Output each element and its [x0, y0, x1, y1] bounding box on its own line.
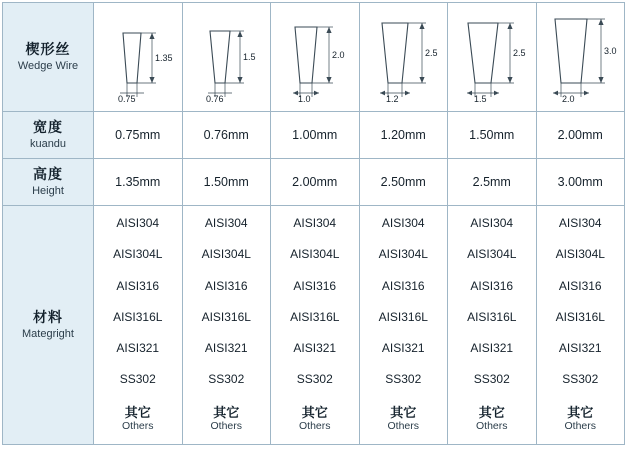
material-cell-3	[271, 206, 360, 445]
width-cell-4	[359, 112, 448, 159]
material-item: AISI304	[381, 216, 425, 230]
spec-sheet	[0, 2, 627, 450]
material-other-en: Others	[387, 420, 419, 433]
material-item: AISI316L	[290, 309, 340, 324]
row-label-material-en: Mategright	[22, 328, 74, 341]
material-item: AISI316	[293, 278, 337, 293]
width-cell-3	[271, 112, 360, 159]
row-label-height	[3, 159, 94, 206]
material-list-4	[360, 206, 448, 444]
height-cell-3	[271, 159, 360, 206]
material-item-other	[210, 405, 242, 433]
width-value-3: 1.00mm	[292, 128, 338, 142]
material-item: AISI316L	[555, 309, 605, 324]
material-item: AISI304	[558, 216, 602, 230]
material-list-2	[183, 206, 271, 444]
material-item: SS302	[296, 372, 333, 387]
width-dim-3: 1.0	[298, 94, 311, 103]
material-other-cn: 其它	[301, 404, 328, 420]
material-item: AISI316L	[467, 309, 517, 324]
wedge-drawing-4	[360, 3, 448, 111]
height-cell-1	[94, 159, 183, 206]
material-other-cn: 其它	[124, 404, 151, 420]
material-item: AISI321	[204, 341, 248, 356]
material-other-cn: 其它	[390, 404, 417, 420]
height-dim-6: 3.0	[603, 46, 617, 56]
material-item: AISI304L	[201, 247, 251, 262]
width-cell-2	[182, 112, 271, 159]
material-other-en: Others	[210, 420, 242, 433]
wedge-wire-spec-table	[2, 2, 625, 445]
material-item: AISI304	[470, 216, 514, 230]
material-other-cn: 其它	[567, 404, 594, 420]
row-label-profile	[3, 3, 94, 112]
material-item: AISI321	[558, 341, 602, 356]
material-item: AISI321	[116, 341, 160, 356]
profile-cell-2	[182, 3, 271, 112]
material-item: AISI316L	[378, 309, 428, 324]
width-dim-4: 1.2	[385, 94, 399, 103]
width-dim-2: 0.76	[206, 94, 224, 103]
row-label-width	[3, 112, 94, 159]
wedge-drawing-2	[183, 3, 271, 111]
material-item: AISI304	[293, 216, 337, 230]
material-other-en: Others	[564, 420, 596, 433]
material-other-en: Others	[475, 420, 508, 433]
material-item: AISI304L	[467, 247, 517, 262]
height-value-5: 2.5mm	[472, 175, 511, 189]
material-item: AISI316	[558, 278, 602, 293]
material-item: AISI304L	[113, 247, 163, 262]
height-value-1: 1.35mm	[115, 175, 161, 189]
wedge-drawing-3	[271, 3, 359, 111]
profile-cell-5	[448, 3, 537, 112]
width-value-1: 0.75mm	[115, 128, 161, 142]
material-other-cn: 其它	[478, 404, 505, 420]
row-label-profile-cn: 楔形丝	[25, 41, 71, 58]
material-item-other	[299, 405, 331, 433]
height-cell-6	[536, 159, 625, 206]
material-item: AISI316	[116, 278, 160, 293]
profile-cell-4	[359, 3, 448, 112]
height-value-2: 1.50mm	[203, 175, 249, 189]
height-cell-5	[448, 159, 537, 206]
row-label-profile-en: Wedge Wire	[17, 60, 79, 73]
width-value-4: 1.20mm	[380, 128, 426, 142]
height-dim-1: 1.35	[154, 53, 173, 63]
material-item: AISI304L	[555, 247, 605, 262]
material-item-other	[122, 405, 154, 433]
height-value-4: 2.50mm	[380, 175, 426, 189]
table-row-width	[3, 112, 625, 159]
material-item-other	[387, 405, 419, 433]
material-item: SS302	[208, 372, 245, 387]
material-item: AISI316	[381, 278, 425, 293]
material-item: AISI316	[204, 278, 248, 293]
wedge-drawing-6	[537, 3, 625, 111]
material-cell-2	[182, 206, 271, 445]
width-dim-1: 0.75	[117, 94, 136, 103]
width-cell-5	[448, 112, 537, 159]
profile-cell-3	[271, 3, 360, 112]
row-label-material-cn: 材料	[33, 309, 63, 326]
material-list-6	[537, 206, 625, 444]
material-item: AISI321	[293, 341, 337, 356]
wedge-drawing-5	[448, 3, 536, 111]
material-item: AISI304	[204, 216, 248, 230]
table-row-height	[3, 159, 625, 206]
width-value-5: 1.50mm	[469, 128, 515, 142]
material-cell-4	[359, 206, 448, 445]
material-item: AISI316	[470, 278, 514, 293]
material-cell-5	[448, 206, 537, 445]
height-cell-2	[182, 159, 271, 206]
material-other-cn: 其它	[213, 404, 240, 420]
material-other-en: Others	[298, 420, 331, 433]
material-item: AISI321	[381, 341, 425, 356]
profile-cell-6	[536, 3, 625, 112]
material-cell-6	[536, 206, 625, 445]
wedge-drawing-1	[94, 3, 182, 111]
row-label-material	[3, 206, 94, 445]
height-value-6: 3.00mm	[557, 175, 603, 189]
width-cell-6	[536, 112, 625, 159]
height-cell-4	[359, 159, 448, 206]
material-list-5	[448, 206, 536, 444]
material-item-other	[476, 405, 508, 433]
width-value-2: 0.76mm	[203, 128, 249, 142]
height-dim-5: 2.5	[513, 48, 526, 58]
material-other-en: Others	[121, 420, 154, 433]
material-cell-1	[94, 206, 183, 445]
height-value-3: 2.00mm	[292, 175, 338, 189]
material-item-other	[564, 405, 596, 433]
table-row-material	[3, 206, 625, 445]
material-list-1	[94, 206, 182, 444]
material-item: SS302	[119, 372, 156, 387]
width-cell-1	[94, 112, 183, 159]
width-value-6: 2.00mm	[557, 128, 603, 142]
width-dim-5: 1.5	[474, 94, 487, 103]
height-dim-4: 2.5	[424, 48, 438, 58]
row-label-width-en: kuandu	[29, 138, 67, 151]
table-row-profile	[3, 3, 625, 112]
row-label-height-cn: 高度	[33, 166, 63, 183]
profile-cell-1	[94, 3, 183, 112]
material-list-3	[271, 206, 359, 444]
material-item: AISI304L	[378, 247, 428, 262]
material-item: AISI304L	[290, 247, 340, 262]
height-dim-3: 2.0	[332, 50, 345, 60]
material-item: AISI304	[116, 216, 160, 230]
width-dim-6: 2.0	[561, 94, 575, 103]
row-label-height-en: Height	[32, 185, 64, 198]
material-item: AISI316L	[201, 309, 251, 324]
row-label-width-cn: 宽度	[33, 119, 63, 136]
material-item: SS302	[473, 372, 510, 387]
material-item: AISI321	[470, 341, 514, 356]
material-item: SS302	[385, 372, 422, 387]
material-item: AISI316L	[113, 309, 163, 324]
height-dim-2: 1.5	[243, 52, 256, 62]
material-item: SS302	[562, 372, 599, 387]
